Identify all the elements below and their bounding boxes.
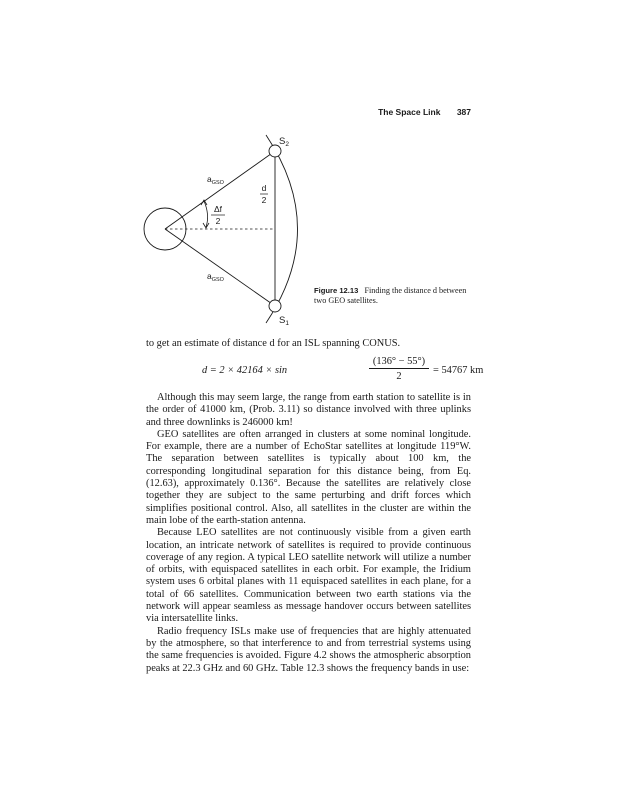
equation-numerator: (136° − 55°) [369,356,429,369]
equation-denominator: 2 [396,371,402,382]
distance-equation [146,356,484,386]
equation-rhs: = 54767 km [433,365,484,376]
intro-sentence: to get an estimate of distance d for an ISL spanning CONUS. [146,338,401,349]
label-angle-den: 2 [215,216,221,226]
label-s1-sub: 1 [285,320,289,327]
radius-line-bottom [165,229,275,306]
figure-caption-text: Finding the distance d between two GEO satellites. [314,286,467,305]
angle-arrow-bottom [203,223,209,228]
svg-text:S2 [279,136,289,148]
label-a-gso-bottom-sub: GSO [211,277,224,283]
svg-text:S1 [279,315,289,327]
paragraph: GEO satellites are often arranged in clusters at some nominal longitude. For example, there are a number of EchoStar satellites at longitude 119°W. The separation between satellites is typically about 100 km, the corresponding longitudinal separation for this distance being, from Eq. (12.63), approximately 0.136°. Because the satellites are relatively close together they are subject to the same perturbing and drift forces which simplifies positional control. Also, all satellites in the cluster are within the main lobe of the earth-station antenna. [146,428,471,526]
running-title: The Space Link [378,107,441,117]
label-d-half-num: d [261,183,267,193]
svg-text:aGSO [207,271,225,283]
label-d-half-den: 2 [261,195,267,205]
satellite-s1 [269,300,281,312]
label-s2: S [279,136,286,147]
paragraph: Because LEO satellites are not continuously visible from a given earth location, an intricate network of satellites is required to provide continuous coverage of any region. A typical LEO satellite network will utilize a number of orbits, with equispaced satellites in each orbit. For example, the Iridium system uses 6 orbital planes with 11 equispaced satellites in each plane, for a total of 66 satellites. Communication between two earth stations via the network will appear seamless as message handover occurs between satellites via intersatellite links. [146,527,471,625]
label-angle-num: Δf [213,204,223,214]
figure-caption-label: Figure 12.13 [314,286,359,295]
label-a-gso-bottom: a [207,271,212,281]
equation-fraction [369,356,429,382]
label-a-gso-top: a [207,174,212,184]
label-a-gso-top-sub: GSO [211,180,224,186]
paragraph: Radio frequency ISLs make use of frequencies that are highly attenuated by the atmosphere, so that interference to and from terrestrial systems using the same frequencies is avoided. Figure 4.2 shows the atmospheric absorption peaks at 22.3 GHz and 60 GHz. Table 12.3 shows the frequency bands in use: [146,625,471,674]
paragraph: Although this may seem large, the range from earth station to satellite is in the order of 41000 km, (Prob. 3.11) so distance involved with three uplinks and three downlinks is 246000 km! [146,392,471,428]
label-s1: S [279,315,286,326]
body-text [146,392,471,675]
equation-lhs: d = 2 × 42164 × sin [202,365,288,376]
label-s2-sub: 2 [285,141,289,148]
page-number: 387 [456,107,471,117]
figure-caption [314,286,476,306]
svg-text:aGSO [207,174,225,186]
